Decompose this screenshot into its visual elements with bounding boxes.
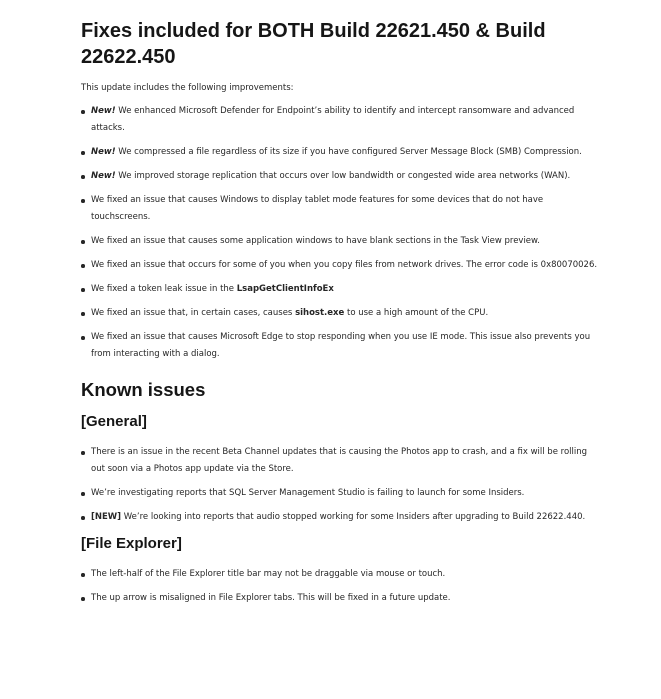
list-item: The up arrow is misaligned in File Explorer tabs. This will be fixed in a future update. — [81, 590, 601, 607]
bullet-icon — [81, 451, 85, 455]
bullet-icon — [81, 151, 85, 155]
list-item: We fixed an issue that occurs for some of you when you copy files from network drives. The error code is 0x80070026. — [81, 257, 601, 274]
list-item: We fixed an issue that causes Windows to display tablet mode features for some devices that do not have touchscreens. — [81, 192, 601, 226]
list-item: New! We enhanced Microsoft Defender for Endpoint’s ability to identify and intercept ransomware and advanced attacks. — [81, 103, 601, 137]
general-heading: [General] — [81, 413, 147, 430]
release-notes-article — [81, 18, 601, 614]
known-issues-heading: Known issues — [81, 379, 206, 400]
file-explorer-issues-list — [81, 566, 601, 607]
bullet-icon — [81, 175, 85, 179]
bullet-icon — [81, 240, 85, 244]
list-item: We fixed a token leak issue in the LsapGetClientInfoEx — [81, 281, 601, 298]
bullet-icon — [81, 199, 85, 203]
bullet-icon — [81, 492, 85, 496]
list-item: We’re investigating reports that SQL Server Management Studio is failing to launch for some Insiders. — [81, 485, 601, 502]
list-item: We fixed an issue that causes Microsoft Edge to stop responding when you use IE mode. This issue also prevents you from interacting with a dialog. — [81, 329, 601, 363]
fixes-list — [81, 103, 601, 363]
list-item: New! We compressed a file regardless of its size if you have configured Server Message Block (SMB) Compression. — [81, 144, 601, 161]
bullet-icon — [81, 110, 85, 114]
bullet-icon — [81, 597, 85, 601]
general-issues-list — [81, 444, 601, 526]
bullet-icon — [81, 264, 85, 268]
intro-text: This update includes the following improvements: — [81, 83, 294, 93]
bullet-icon — [81, 573, 85, 577]
bullet-icon — [81, 336, 85, 340]
list-item: [NEW] We’re looking into reports that audio stopped working for some Insiders after upgrading to Build 22622.440. — [81, 509, 601, 526]
list-item: There is an issue in the recent Beta Channel updates that is causing the Photos app to crash, and a fix will be rolling out soon via a Photos app update via the Store. — [81, 444, 601, 478]
list-item: We fixed an issue that causes some application windows to have blank sections in the Task View preview. — [81, 233, 601, 250]
page-title: Fixes included for BOTH Build 22621.450 & Build 22622.450 — [81, 20, 546, 68]
file-explorer-heading: [File Explorer] — [81, 535, 182, 552]
list-item: The left-half of the File Explorer title bar may not be draggable via mouse or touch. — [81, 566, 601, 583]
list-item: We fixed an issue that, in certain cases, causes sihost.exe to use a high amount of the CPU. — [81, 305, 601, 322]
bullet-icon — [81, 288, 85, 292]
list-item: New! We improved storage replication that occurs over low bandwidth or congested wide area networks (WAN). — [81, 168, 601, 185]
bullet-icon — [81, 516, 85, 520]
bullet-icon — [81, 312, 85, 316]
